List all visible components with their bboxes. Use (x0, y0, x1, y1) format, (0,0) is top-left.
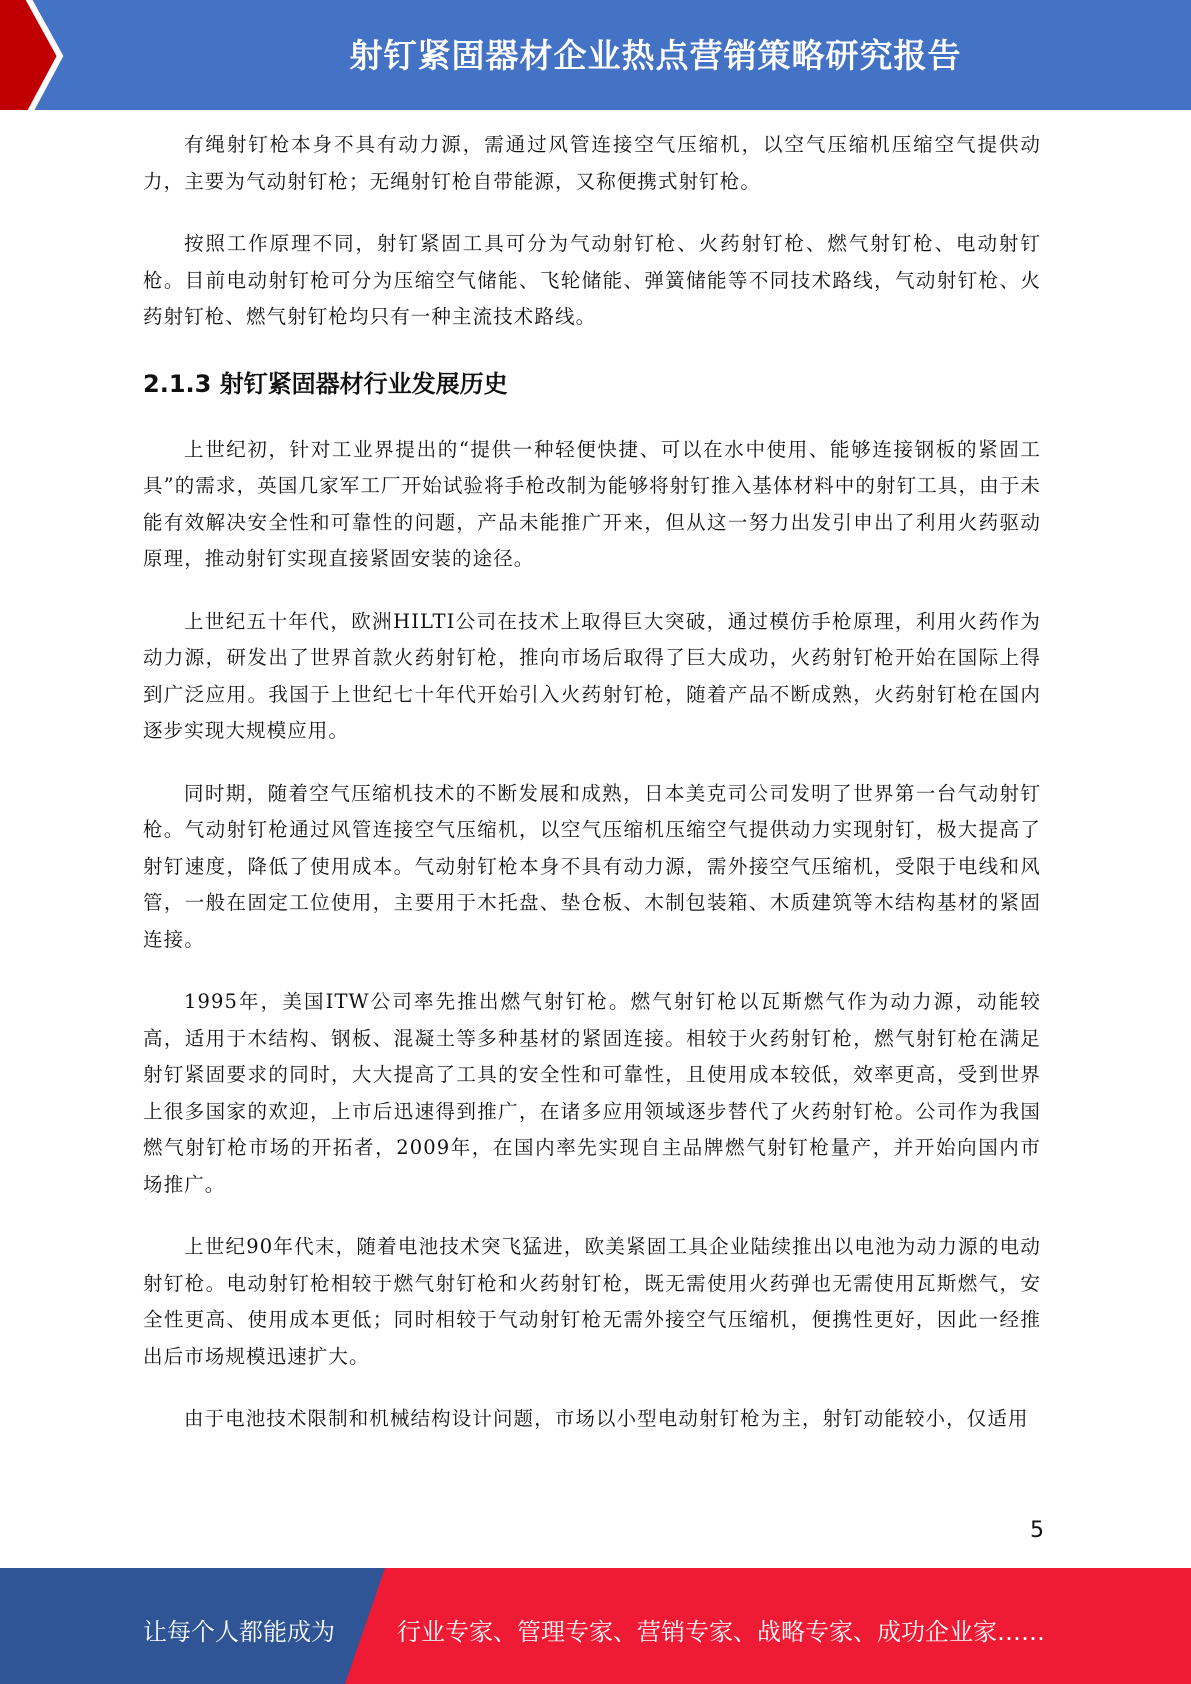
paragraph: 有绳射钉枪本身不具有动力源，需通过风管连接空气压缩机，以空气压缩机压缩空气提供动力，主要为气动射钉枪；无绳射钉枪自带能源，又称便携式射钉枪。 (143, 133, 1041, 193)
paragraph: 上世纪五十年代，欧洲HILTI公司在技术上取得巨大突破，通过模仿手枪原理，利用火药作为动力源，研发出了世界首款火药射钉枪，推向市场后取得了巨大成功，火药射钉枪开始在国际上得到广泛应用。我国于上世纪七十年代开始引入火药射钉枪，随着产品不断成熟，火药射钉枪在国内逐步实现大规模应用。 (143, 609, 1041, 742)
paragraph: 按照工作原理不同，射钉紧固工具可分为气动射钉枪、火药射钉枪、燃气射钉枪、电动射钉枪。目前电动射钉枪可分为压缩空气储能、飞轮储能、弹簧储能等不同技术路线，气动射钉枪、火药射钉枪、燃气射钉枪均只有一种主流技术路线。 (143, 232, 1041, 328)
paragraph: 上世纪90年代末，随着电池技术突飞猛进，欧美紧固工具企业陆续推出以电池为动力源的电动射钉枪。电动射钉枪相较于燃气射钉枪和火药射钉枪，既无需使用火药弹也无需使用瓦斯燃气，安全性更高、使用成本更低；同时相较于气动射钉枪无需外接空气压缩机，便携性更好，因此一经推出后市场规模迅速扩大。 (143, 1235, 1041, 1368)
paragraph: 1995年，美国ITW公司率先推出燃气射钉枪。燃气射钉枪以瓦斯燃气作为动力源，动能较高，适用于木结构、钢板、混凝土等多种基材的紧固连接。相较于火药射钉枪，燃气射钉枪在满足射钉紧固要求的同时，大大提高了工具的安全性和可靠性，且使用成本较低，效率更高，受到世界上很多国家的欢迎，上市后迅速得到推广，在诸多应用领域逐步替代了火药射钉枪。公司作为我国燃气射钉枪市场的开拓者，2009年，在国内率先实现自主品牌燃气射钉枪量产，并开始向国内市场推广。 (143, 990, 1041, 1196)
page-number: 5 (1030, 1518, 1044, 1543)
paragraph: 上世纪初，针对工业界提出的“提供一种轻便快捷、可以在水中使用、能够连接钢板的紧固工具”的需求，英国几家军工厂开始试验将手枪改制为能够将射钉推入基体材料中的射钉工具，由于未能有效解决安全性和可靠性的问题，产品未能推广开来，但从这一努力出发引申出了利用火药驱动原理，推动射钉实现直接紧固安装的途径。 (143, 437, 1041, 570)
report-title: 射钉紧固器材企业热点营销策略研究报告 (349, 36, 962, 75)
footer-slogan-left: 让每个人都能成为 (143, 1618, 335, 1646)
section-heading: 2.1.3 射钉紧固器材行业发展历史 (143, 369, 508, 398)
footer-slogan-right: 行业专家、管理专家、营销专家、战略专家、成功企业家…… (397, 1618, 1045, 1646)
paragraph: 由于电池技术限制和机械结构设计问题，市场以小型电动射钉枪为主，射钉动能较小，仅适用 (183, 1407, 1029, 1430)
paragraph: 同时期，随着空气压缩机技术的不断发展和成熟，日本美克司公司发明了世界第一台气动射钉枪。气动射钉枪通过风管连接空气压缩机，以空气压缩机压缩空气提供动力实现射钉，极大提高了射钉速度，降低了使用成本。气动射钉枪本身不具有动力源，需外接空气压缩机，受限于电线和风管，一般在固定工位使用，主要用于木托盘、垫仓板、木制包装箱、木质建筑等木结构基材的紧固连接。 (143, 781, 1041, 951)
document-body (143, 127, 1041, 1464)
page-header (0, 0, 1191, 110)
page-footer (0, 1568, 1191, 1684)
